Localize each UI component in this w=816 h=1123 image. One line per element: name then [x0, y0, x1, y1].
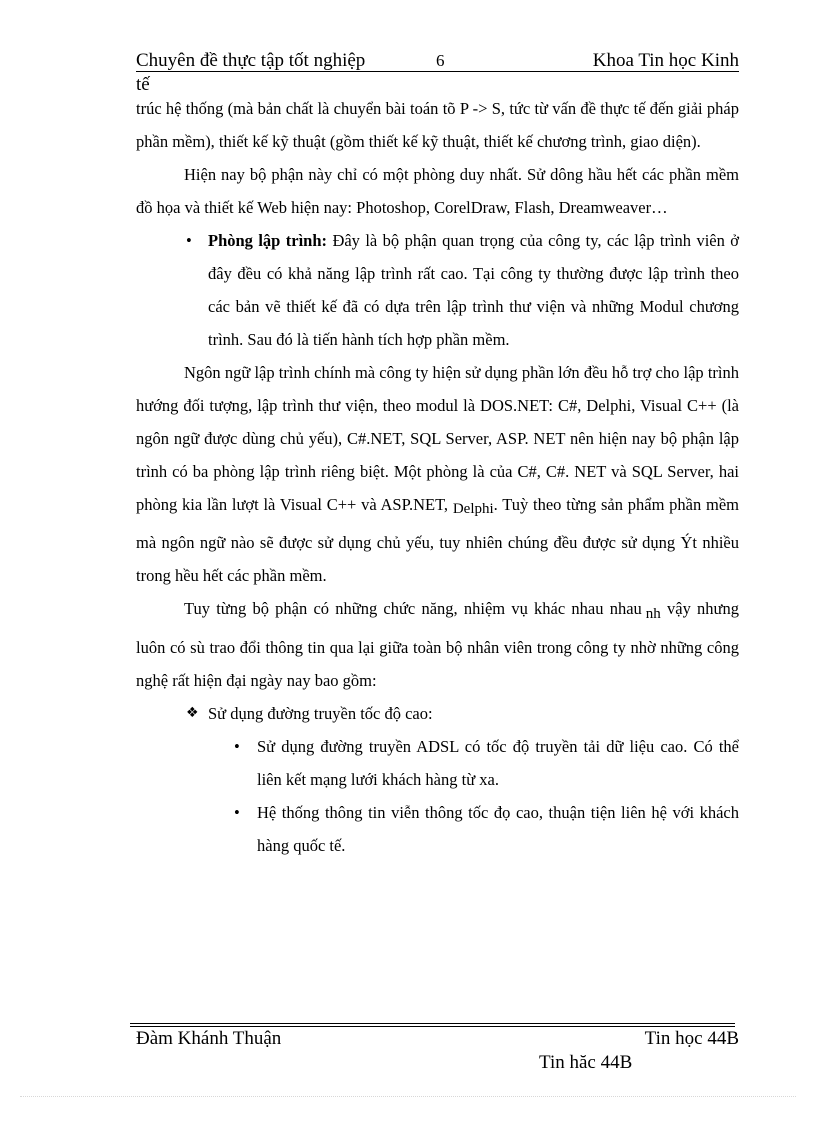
page-header: [136, 50, 739, 76]
paragraph-text: . Tuỳ theo từng sản phẩm phần mềm mà ngôn ngữ nào sẽ được sử dụng chủ yếu, tuy nhiên chúng đều được sử dụng Ýt nhiều trong hều hết các phần mềm.: [136, 495, 740, 585]
sub-bullet-item: [136, 796, 739, 862]
bullet-item: [136, 224, 739, 356]
paragraph: Hiện nay bộ phận này chỉ có một phòng duy nhất. Sử dông hầu hết các phần mềm đồ họa và thiết kế Web hiện nay: Photoshop, CorelDraw, Flash, Dreamweaver…: [136, 165, 739, 217]
bullet-icon: •: [186, 231, 192, 250]
sub-bullet-item: [136, 730, 739, 796]
header-faculty: Khoa Tin học Kinh: [592, 50, 739, 71]
footer-rule: [130, 1023, 735, 1024]
bullet-icon: •: [234, 803, 240, 822]
page-number: 6: [436, 51, 445, 70]
footer-rule: [130, 1026, 735, 1027]
document-body: [136, 92, 739, 862]
bullet-text: Đây là bộ phận quan trọng của công ty, các lập trình viên ở đây đều có khả năng lập trình rất cao. Tại công ty thường được lập trình theo các bản vẽ thiết kế đã có dựa trên lập trình thư viện và những Modul chương trình. Sau đó là tiến hành tích hợp phần mềm.: [208, 231, 739, 349]
diamond-item: [136, 697, 739, 730]
paragraph: trúc hệ thống (mà bản chất là chuyển bài toán tõ P -> S, tức từ vấn đề thực tế đến giải pháp phần mềm), thiết kế kỹ thuật (gồm thiết kế kỹ thuật, thiết kế chương trình, giao diện).: [136, 99, 739, 151]
stray-text: nh: [645, 606, 661, 622]
paragraph: [136, 592, 739, 697]
footer-class-secondary: Tin hăc 44B: [539, 1052, 633, 1073]
footer-class: Tin học 44B: [644, 1028, 739, 1049]
subscript-text: Delphi: [452, 501, 494, 517]
header-title: Chuyên đề thực tập tốt nghiệp: [136, 50, 366, 71]
page-edge-divider: [20, 1096, 796, 1097]
bullet-icon: •: [234, 737, 240, 756]
sub-bullet-text: Hệ thống thông tin viễn thông tốc đọ cao, thuận tiện liên hệ với khách hàng quốc tế.: [257, 803, 739, 855]
paragraph-text: vậy nhưng luôn có sù trao đổi thông tin qua lại giữa toàn bộ nhân viên trong công ty nhờ những công nghệ rất hiện đại ngày nay bao gồm:: [136, 599, 739, 690]
header-continuation: tế: [136, 74, 150, 95]
sub-bullet-text: Sử dụng đường truyền ADSL có tốc độ truyền tải dữ liệu cao. Có thể liên kết mạng lưới khách hàng từ xa.: [257, 737, 739, 789]
diamond-bullet-icon: ❖: [186, 705, 199, 721]
header-rule: [136, 71, 739, 72]
bullet-heading: Phòng lập trình:: [208, 231, 328, 250]
diamond-item-text: Sử dụng đường truyền tốc độ cao:: [208, 704, 433, 723]
paragraph: [136, 356, 739, 592]
footer-author: Đàm Khánh Thuận: [136, 1028, 282, 1049]
paragraph-text: Ngôn ngữ lập trình chính mà công ty hiện sử dụng phần lớn đều hỗ trợ cho lập trình hướng đối tượng, lập trình thư viện, theo modul là DOS.NET: C#, Delphi, Visual C++ (là ngôn ngữ được dùng chủ yếu), C#.NET, SQL Server, ASP. NET nên hiện nay bộ phận lập trình có ba phòng lập trình riêng biệt. Một phòng là của C#, C#. NET và SQL Server, hai phòng kia lần lượt là Visual C++ và ASP.NET,: [136, 363, 739, 514]
paragraph-text: Tuy từng bộ phận có những chức năng, nhiệm vụ khác nhau nhau: [184, 599, 642, 618]
